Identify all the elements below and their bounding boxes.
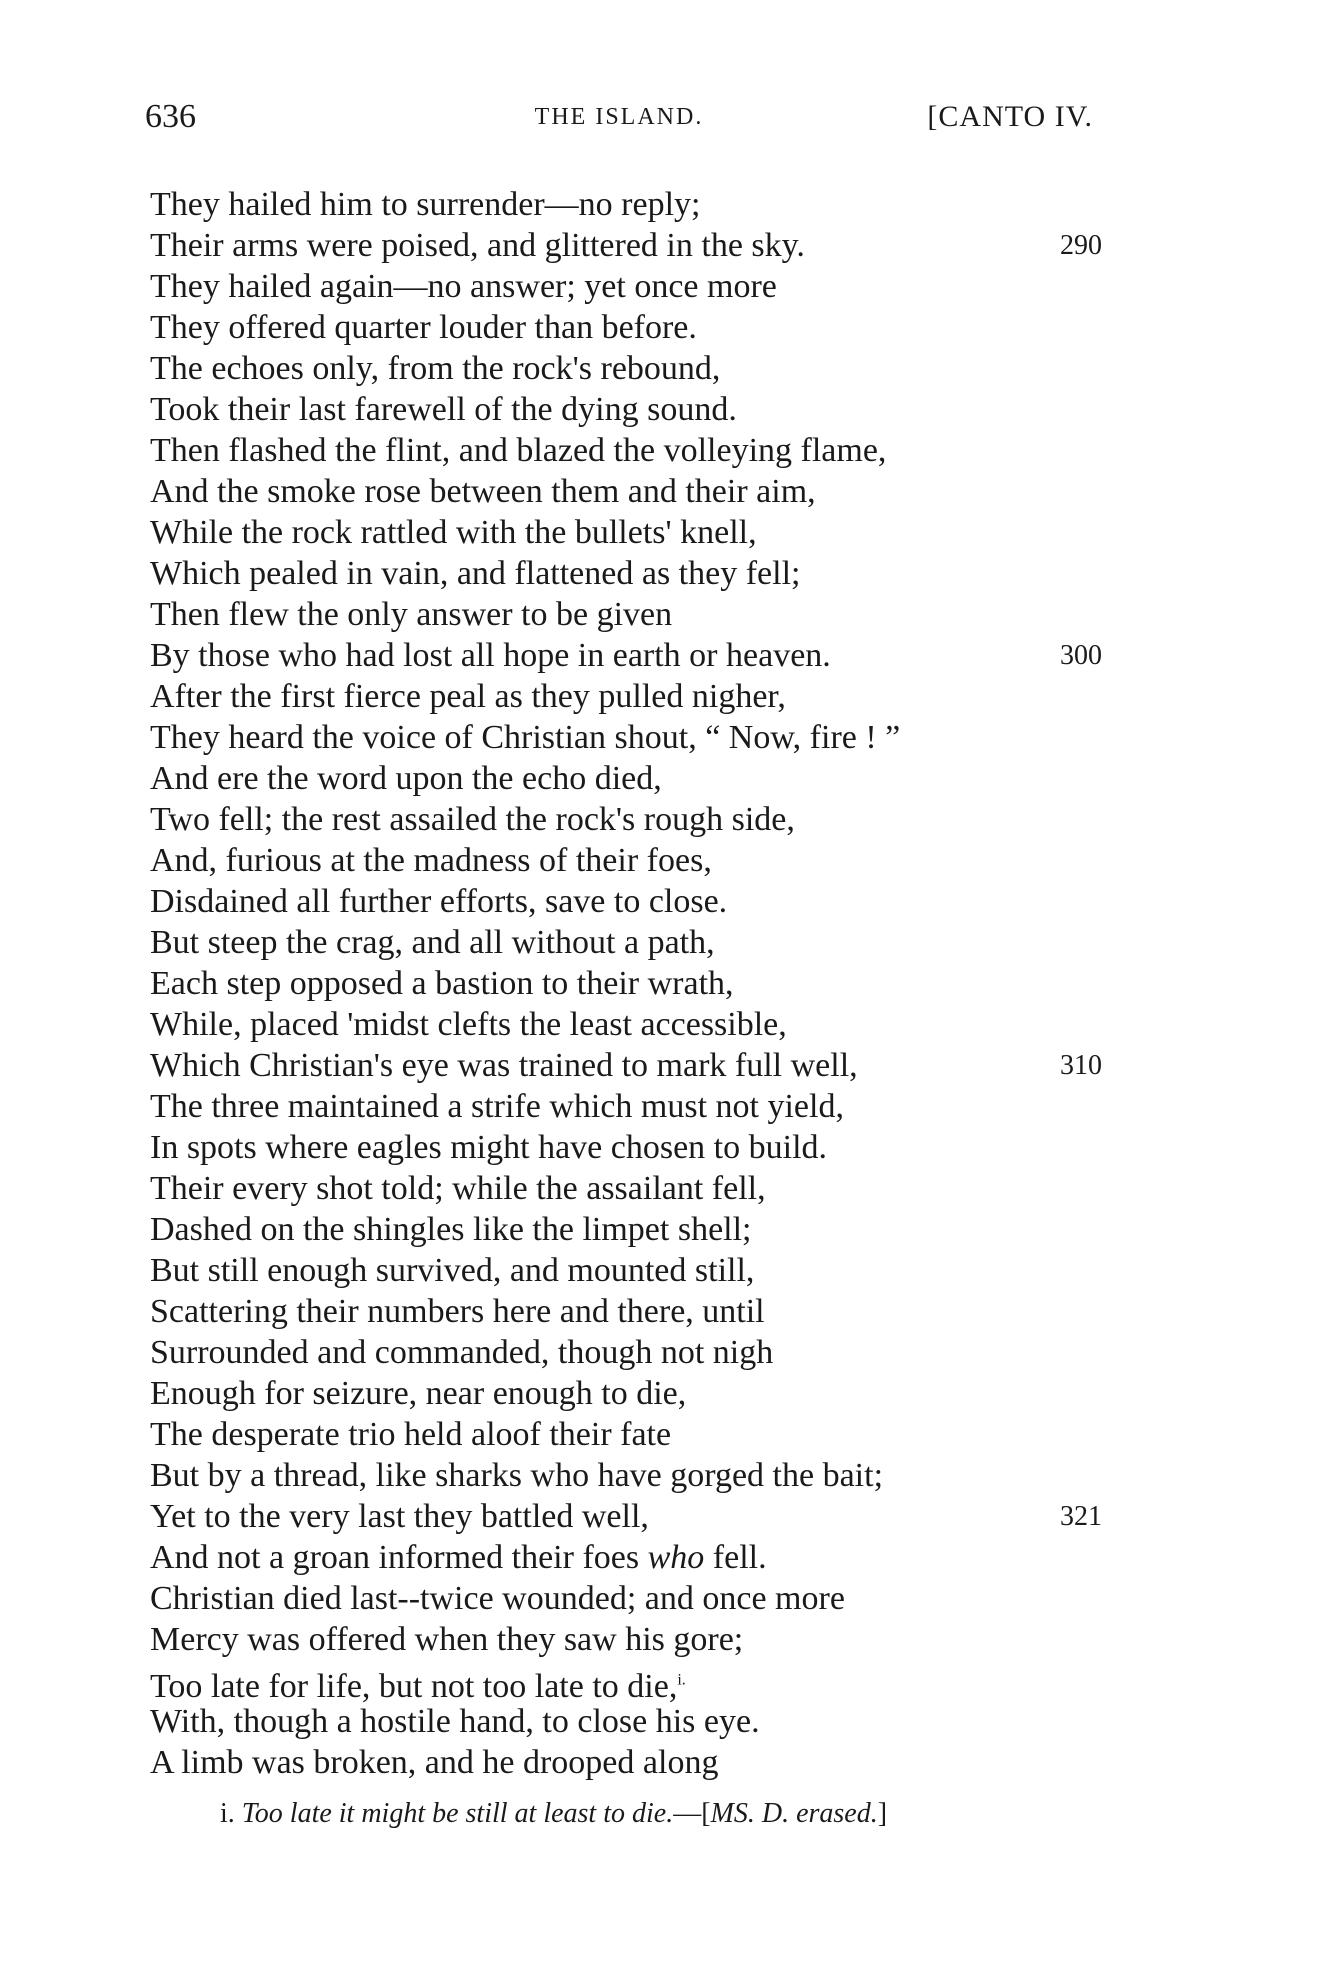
verse-line <box>150 1373 1100 1414</box>
verse-line <box>150 1455 1100 1496</box>
verse-line-text: Surrounded and commanded, though not nigh <box>150 1334 774 1371</box>
verse-line <box>150 1414 1100 1455</box>
verse-line-text: The three maintained a strife which must not yield, <box>150 1088 844 1125</box>
verse-text-before: And not a groan informed their foes <box>150 1539 648 1576</box>
verse-line <box>150 389 1100 430</box>
footnote-source-prefix: —[ <box>673 1798 711 1829</box>
verse-line <box>150 594 1100 635</box>
footnote-marker: i. <box>220 1798 235 1829</box>
footnote-reference: i. <box>677 1672 686 1689</box>
verse-line <box>150 225 1100 266</box>
verse-line <box>150 1537 1100 1578</box>
verse-line <box>150 1209 1100 1250</box>
verse-line <box>150 1742 1100 1783</box>
verse-line <box>150 430 1100 471</box>
verse-line <box>150 963 1100 1004</box>
verse-line <box>150 1701 1100 1742</box>
verse-line-text: Then flew the only answer to be given <box>150 596 673 633</box>
verse-line-text: The echoes only, from the rock's rebound, <box>150 350 721 387</box>
verse-line-text: And, furious at the madness of their foes, <box>150 842 712 879</box>
verse-line-text: With, though a hostile hand, to close his eye. <box>150 1703 760 1740</box>
verse-line-text: In spots where eagles might have chosen to build. <box>150 1129 828 1166</box>
canto-label: [CANTO IV. <box>927 100 1093 133</box>
verse-line-text: But still enough survived, and mounted still, <box>150 1252 755 1289</box>
verse-line-text: Their every shot told; while the assailant fell, <box>150 1170 766 1207</box>
verse-line-text: But by a thread, like sharks who have gorged the bait; <box>150 1457 884 1494</box>
line-number: 321 <box>1060 1501 1102 1532</box>
verse-line <box>150 1660 1100 1706</box>
verse-line-text: They offered quarter louder than before. <box>150 309 697 346</box>
verse-line <box>150 881 1100 922</box>
verse-line <box>150 1619 1100 1660</box>
verse-line-text: Each step opposed a bastion to their wrath, <box>150 965 734 1002</box>
verse-line-text: Yet to the very last they battled well, <box>150 1498 649 1535</box>
verse-line-text: Disdained all further efforts, save to close. <box>150 883 728 920</box>
line-number: 310 <box>1060 1050 1102 1081</box>
verse-line-text: Dashed on the shingles like the limpet shell; <box>150 1211 752 1248</box>
verse-line <box>150 758 1100 799</box>
verse-line-text: Which Christian's eye was trained to mark full well, <box>150 1047 858 1084</box>
verse-line-text: Scattering their numbers here and there, until <box>150 1293 765 1330</box>
verse-line <box>150 1250 1100 1291</box>
verse-line <box>150 635 1100 676</box>
page-number: 636 <box>145 98 196 135</box>
verse-line <box>150 799 1100 840</box>
footnote-source-suffix: ] <box>877 1798 888 1829</box>
verse-line-text: Their arms were poised, and glittered in the sky. <box>150 227 805 264</box>
verse-line-text: By those who had lost all hope in earth or heaven. <box>150 637 831 674</box>
verse-line <box>150 471 1100 512</box>
verse-line-text: After the first fierce peal as they pulled nigher, <box>150 678 786 715</box>
verse-line <box>150 1004 1100 1045</box>
verse-line-text: And the smoke rose between them and their aim, <box>150 473 816 510</box>
verse-line <box>150 1578 1100 1619</box>
verse-line <box>150 266 1100 307</box>
verse-text-before: Too late for life, but not too late to die, <box>150 1668 678 1706</box>
verse-line <box>150 1291 1100 1332</box>
verse-line <box>150 512 1100 553</box>
verse-line-text: A limb was broken, and he drooped along <box>150 1744 719 1781</box>
verse-line <box>150 1496 1100 1537</box>
verse-line-text: Enough for seizure, near enough to die, <box>150 1375 687 1412</box>
verse-line-text: Mercy was offered when they saw his gore; <box>150 1621 744 1658</box>
verse-line <box>150 184 1100 225</box>
verse-line <box>150 553 1100 594</box>
verse-line-text: Christian died last--twice wounded; and once more <box>150 1580 845 1617</box>
verse-line-text <box>150 1668 686 1705</box>
verse-line <box>150 348 1100 389</box>
verse-line-text: The desperate trio held aloof their fate <box>150 1416 672 1453</box>
verse-line-text: They heard the voice of Christian shout, “ Now, fire ! ” <box>150 719 901 756</box>
verse-line <box>150 1127 1100 1168</box>
verse-line-text: Then flashed the flint, and blazed the volleying flame, <box>150 432 887 469</box>
verse-line <box>150 1045 1100 1086</box>
line-number: 290 <box>1060 230 1102 261</box>
verse-line-text: Took their last farewell of the dying sound. <box>150 391 737 428</box>
verse-line-text: Two fell; the rest assailed the rock's rough side, <box>150 801 795 838</box>
poem-text <box>150 184 1100 1783</box>
verse-line-text: They hailed him to surrender—no reply; <box>150 186 701 223</box>
footnote <box>220 1798 887 1830</box>
verse-line <box>150 922 1100 963</box>
verse-line <box>150 307 1100 348</box>
page-header <box>145 98 1093 142</box>
verse-line <box>150 676 1100 717</box>
running-title: THE ISLAND. <box>534 104 704 130</box>
verse-line-text: They hailed again—no answer; yet once more <box>150 268 777 305</box>
verse-line-text: And ere the word upon the echo died, <box>150 760 662 797</box>
footnote-source: MS. D. erased. <box>710 1798 878 1829</box>
line-number: 300 <box>1060 640 1102 671</box>
verse-line-text: While, placed 'midst clefts the least accessible, <box>150 1006 787 1043</box>
verse-line <box>150 717 1100 758</box>
verse-text-after: fell. <box>704 1539 767 1576</box>
verse-line <box>150 1086 1100 1127</box>
verse-line-text: But steep the crag, and all without a path, <box>150 924 715 961</box>
verse-italic-word: who <box>647 1539 705 1576</box>
verse-line <box>150 1332 1100 1373</box>
verse-line-text: While the rock rattled with the bullets' knell, <box>150 514 757 551</box>
verse-line <box>150 1168 1100 1209</box>
verse-line-text <box>150 1539 767 1576</box>
verse-line-text: Which pealed in vain, and flattened as they fell; <box>150 555 801 592</box>
footnote-text: Too late it might be still at least to die. <box>241 1798 674 1829</box>
verse-line <box>150 840 1100 881</box>
